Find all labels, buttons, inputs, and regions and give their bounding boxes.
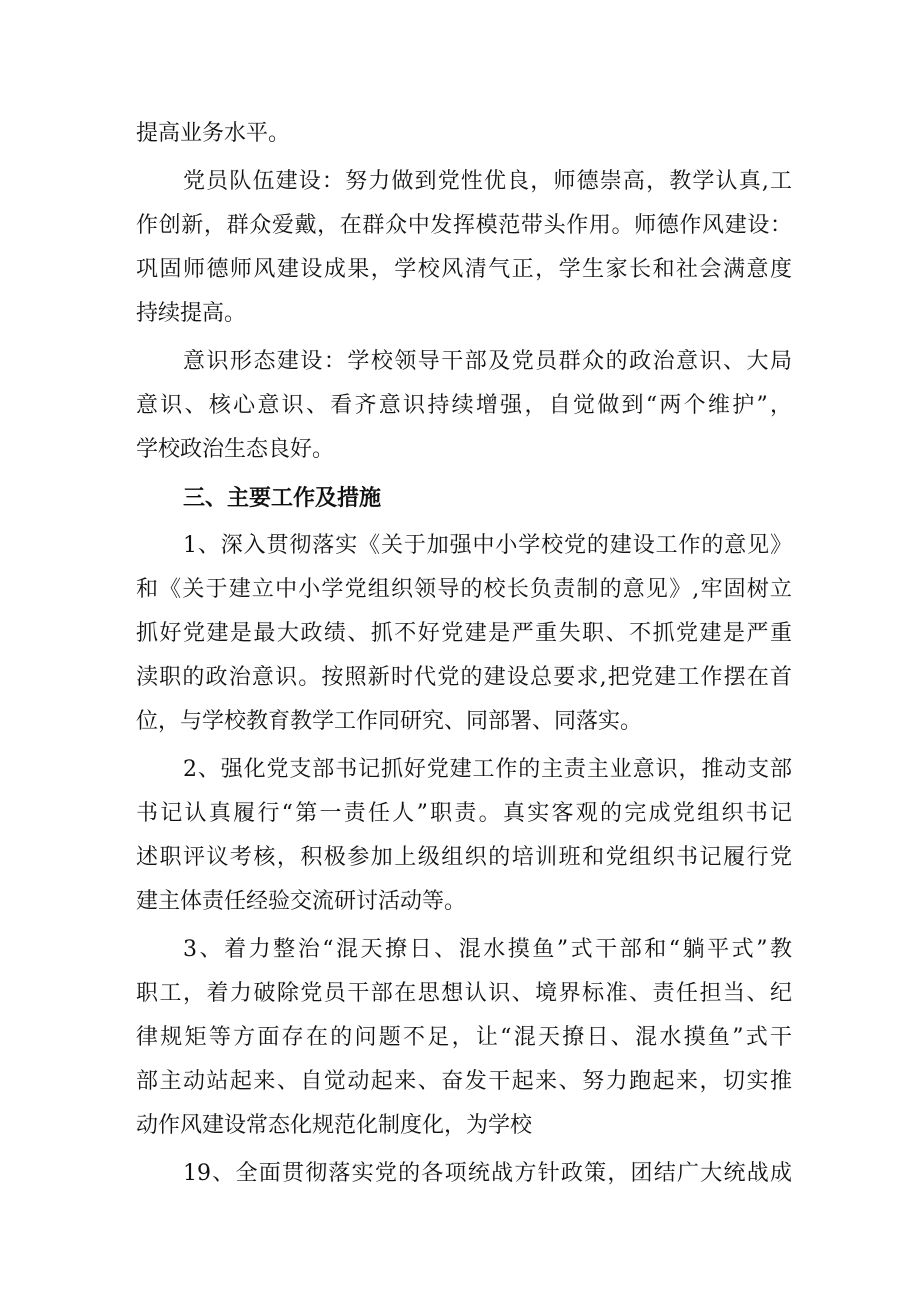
text-line: 2、强化党支部书记抓好党建工作的主责主业意识，推动支部 [183,757,792,782]
text-line: 持续提高。 [136,301,247,326]
paragraph-ideology-building [136,340,792,472]
text-line: 动作风建设常态化规范化制度化，为学校 [136,1113,533,1138]
paragraph-party-team-building [136,160,792,336]
paragraph-item-1 [136,524,792,744]
text-line: 渎职的政治意识。按照新时代党的建设总要求,把党建工作摆在首 [136,665,792,690]
section-heading [136,476,792,520]
section-heading-text: 三、主要工作及措施 [183,485,382,511]
text-line: 书记认真履行“第一责任人”职责。真实客观的完成党组织书记 [136,801,792,826]
text-line: 职工，着力破除党员干部在思想认识、境界标准、责任担当、纪 [136,981,792,1006]
text-line: 1、深入贯彻落实《关于加强中小学校党的建设工作的意见》 [183,533,792,558]
text-line: 部主动站起来、自觉动起来、奋发干起来、努力跑起来，切实推 [136,1069,792,1094]
text-line: 意识形态建设：学校领导干部及党员群众的政治意识、大局 [183,349,792,374]
document-body [136,112,792,1196]
text-line: 巩固师德师风建设成果，学校风清气正，学生家长和社会满意度 [136,257,792,282]
text-line: 律规矩等方面存在的问题不足，让“混天撩日、混水摸鱼”式干 [136,1025,792,1050]
text-line: 意识、核心意识、看齐意识持续增强，自觉做到“两个维护”， [136,393,792,418]
text-line: 作创新，群众爱戴，在群众中发挥模范带头作用。师德作风建设： [136,213,792,238]
text-line: 和《关于建立中小学党组织领导的校长负责制的意见》,牢固树立 [136,577,792,602]
text-line: 抓好党建是最大政绩、抓不好党建是严重失职、不抓党建是严重 [136,621,792,646]
paragraph-item-19 [136,1152,792,1196]
text-line: 3、着力整治“混天撩日、混水摸鱼”式干部和“躺平式”教 [183,937,792,962]
text-line: 提高业务水平。 [136,121,291,146]
paragraph-item-3 [136,928,792,1148]
text-line: 述职评议考核，积极参加上级组织的培训班和党组织书记履行党 [136,845,792,870]
text-line: 位，与学校教育教学工作同研究、同部署、同落实。 [136,709,643,734]
text-line: 建主体责任经验交流研讨活动等。 [136,889,467,914]
paragraph-item-2 [136,748,792,924]
text-line: 党员队伍建设：努力做到党性优良，师德崇高，教学认真,工 [183,169,792,194]
text-line: 19、全面贯彻落实党的各项统战方针政策，团结广大统战成 [183,1161,792,1186]
text-line: 学校政治生态良好。 [136,437,335,462]
paragraph-continuation [136,112,792,156]
